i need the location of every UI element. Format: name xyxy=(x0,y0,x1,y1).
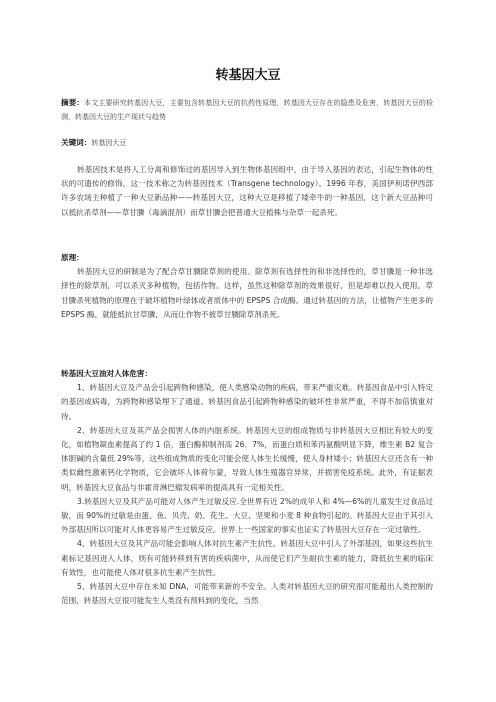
keywords-text: 转基因大豆 xyxy=(91,139,127,147)
harm-item: 1、转基因大豆及产品会引起跨物种感染，使人类感染动物的疾病，带来严重灾难。转基因食品中引入特定的基因或病毒，为跨物种感染埋下了通道。转基因食品引起跨物种感染的破坏性非常严重，不得不加倍慎重对待。 xyxy=(61,383,433,421)
document-title: 转基因大豆 xyxy=(215,68,281,83)
harm-heading: 转基因大豆油对人体危害： xyxy=(61,369,153,378)
harm-item: 4、转基因大豆及其产品可能会影响人体对抗生素产生抗性。转基因大豆中引入了外部基因，如果这些抗生素标记基因进入人体，则有可能转移到有害的疾病菌中，从而使它们产生耐抗生素的能力，降低抗生素的临床有效性，也可能使人体对很多抗生素产生抗性。 xyxy=(61,539,433,577)
abstract-section xyxy=(61,96,433,124)
intro-section xyxy=(61,163,433,220)
harm-item: 2、转基因大豆及其产品会损害人体的内脏系统。转基因大豆的组成物质与非转基因大豆相比有较大的变化，如植物凝血素提高了约 1 倍，蛋白酶抑制剂高 26．7%，而蛋白质和苯丙氨酸明显下降，维生素 B2 复合体胆碱的含量低 29%等，这些组成物质的变化可能会使人体生长缓慢，使人身材矮小；转基因大豆还含有一种类似雌性激素钙化学物质，它会破坏人体荷尔蒙，导致人体生殖器官异常，并损害免疫系统。此外，有证据表明，转基因大豆食品与非霍奇淋巴瘤发病率的提高具有一定相关性。 xyxy=(61,425,433,492)
abstract-text: 本文主要研究转基因大豆，主要包含转基因大豆的抗药性原理，转基因大豆存在的隐患及危害，转基因大豆的检测，转基因大豆的生产现状与趋势 xyxy=(61,99,434,122)
harm-item: 3.转基因大豆及其产品可能对人体产生过敏反应.全世界有近 2%的成年人和 4%—6%的儿童发生过食品过敏，而 90%的过敏是由蛋、鱼、贝壳、奶、花生、大豆、坚果和小麦 8 种食物引起的。转基因大豆由于其引入外部基因所以可能对人体更容易产生过敏反应。世界上一些国家的事实也证实了转基因大豆存在一定过敏性。 xyxy=(61,496,433,535)
harm-item: 5、转基因大豆中存在未知 DNA，可能带来新的不安全。人类对转基因大豆的研究很可能超出人类控制的范围，转基因大豆很可能发生人类没有预料到的变化，当然 xyxy=(61,582,433,606)
principle-section xyxy=(61,251,433,322)
intro-paragraph: 转基因技术是将人工分离和修饰过的基因导入到生物体基因组中，由于导入基因的表达，引起生物体的性状的可遗传的修饰，这一技术称之为转基因技术（Transgene technology）。1996 年春，美国伊利诺伊西部许多农场主种植了一种大豆新品种——转基因大豆，这种大豆是移植了矮牵牛的一种基因，这个新大豆品种可以抵抗杀草剂——草甘膦（毒滴混剂）而草甘膦会把普通大豆植株与杂草一起杀死。 xyxy=(61,165,433,217)
harm-section xyxy=(61,367,433,608)
keywords-section xyxy=(61,136,433,150)
abstract-label: 摘要： xyxy=(61,98,85,107)
keywords-label: 关键词： xyxy=(61,138,92,147)
principle-paragraph: 转基因大豆的研制是为了配合草甘膦除草剂的使用。除草剂有选择性的和非选择性的，草甘膦是一种非选择性的除草剂，可以杀灭多种植物，包括作物。这样，虽然这种除草剂的效果很好，但是却难以投入使用。草甘膦杀死植物的原理在于破坏植物叶绿体或者质体中的 EPSPS 合成酶。通过转基因的方法，让植物产生更多的 EPSPS 酶，就能抵抗甘草膦，从而让作物不被草甘膦除草剂杀死。 xyxy=(61,267,433,319)
principle-heading: 原理： xyxy=(61,253,84,262)
